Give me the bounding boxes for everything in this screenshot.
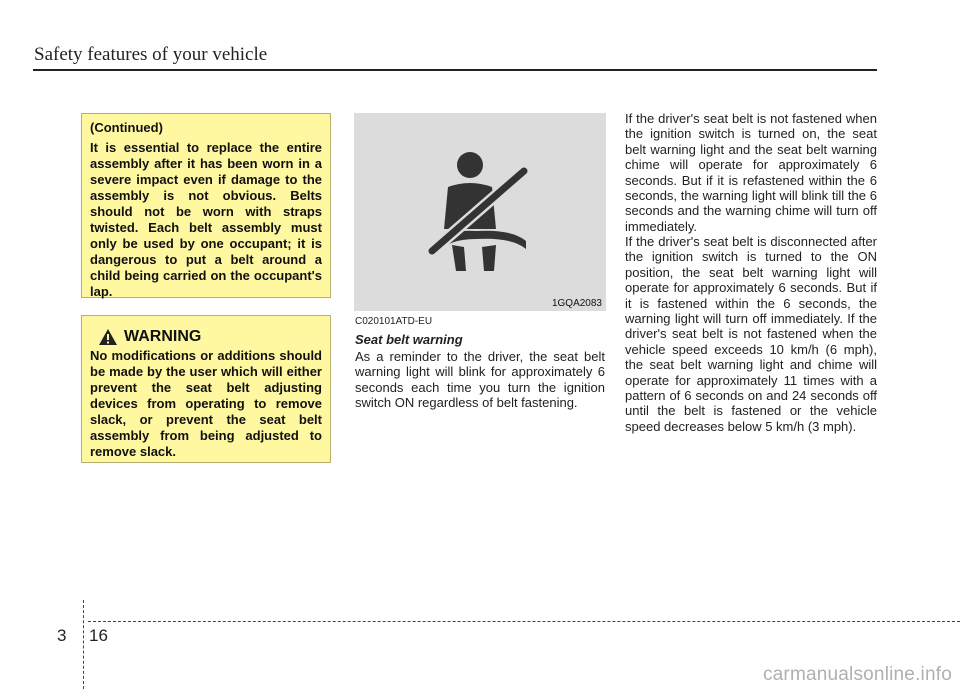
footer-divider (83, 600, 84, 689)
warning-heading: WARNING (124, 328, 202, 345)
warning-box (81, 315, 331, 463)
warning-text: No modifications or additions should be made by the user which will either prevent the seat belt adjusting devices from operating to remove slack, or prevent the seat belt assembly from being adjusted to remove slack. (90, 348, 322, 459)
seat-belt-warning-icon (426, 149, 536, 273)
continued-heading: (Continued) (90, 120, 163, 135)
warning-header (90, 328, 322, 346)
page-header-title: Safety features of your vehicle (34, 44, 268, 65)
right-paragraph-2: If the driver's seat belt is disconnected after the ignition switch is turned to the ON position, the seat belt warning light will operate for approximately 6 seconds. But if it is fastened within the 6 seconds, the warning light will turn off immediately. If the driver's seat belt is not fastened when the vehicle speed exceeds 10 km/h (6 mph), the seat belt warning light and chime will operate for approximately 11 times with a pattern of 6 seconds on and 24 seconds off until the belt is fastened or the vehicle speed decreases below 5 km/h (3 mph). (625, 234, 877, 434)
figure-code: 1GQA2083 (551, 298, 602, 309)
warning-triangle-icon (98, 328, 118, 346)
continued-note-box (81, 113, 331, 298)
seat-belt-figure (354, 113, 606, 311)
section-paragraph: As a reminder to the driver, the seat belt warning light will blink for approximately 6 seconds each time you turn the ignition switch ON regardless of belt fastening. (355, 349, 605, 411)
header-rule (33, 69, 877, 71)
chapter-number: 3 (57, 626, 67, 645)
continued-text: It is essential to replace the entire assembly after it has been worn in a severe impact even if damage to the assembly is not obvious. Belts should not be worn with straps twisted. Each belt assembly must only be used by one occupant; it is dangerous to put a belt around a child being carried on the occupant's lap. (90, 140, 322, 299)
section-ref-code: C020101ATD-EU (355, 316, 433, 327)
watermark: carmanualsonline.info (762, 664, 952, 685)
page-number: 16 (89, 626, 108, 645)
section-subheading: Seat belt warning (355, 332, 463, 347)
right-paragraph-1: If the driver's seat belt is not fastened when the ignition switch is turned on, the seat belt warning light and the seat belt warning chime will operate for approximately 6 seconds. But if it is refastened within the 6 seconds, the warning light will blink till the 6 seconds and the warning chime will turn off immediately. (625, 111, 877, 234)
footer-rule (88, 621, 960, 622)
